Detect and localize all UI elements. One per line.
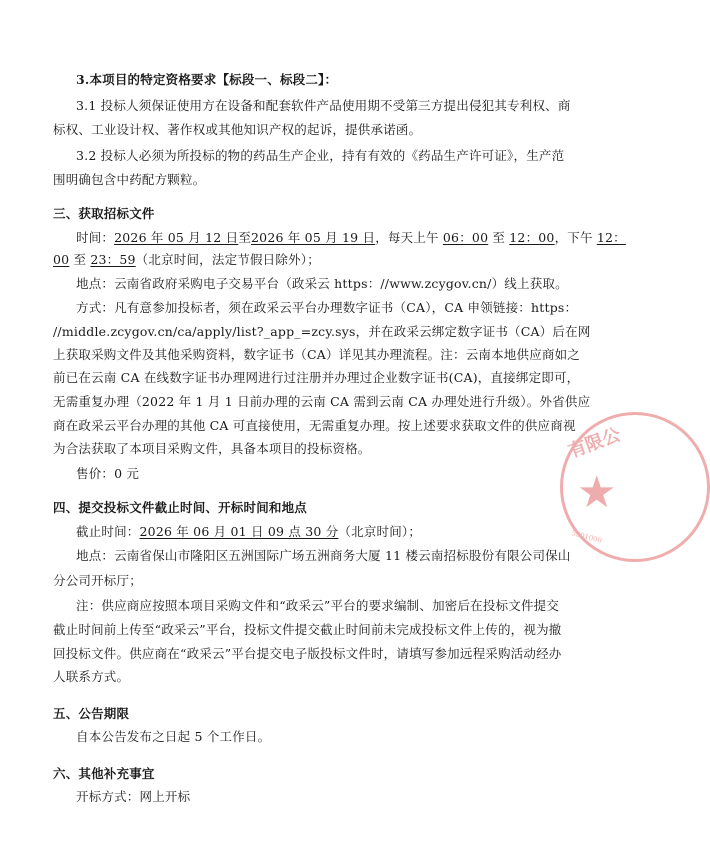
time-note: （北京时间，法定节假日除外）；	[135, 252, 320, 267]
method-line-7: 为合法获取了本项目采购文件，具备本项目的投标资格。	[53, 441, 371, 456]
end-date: 2026 年 05 月 19 日	[251, 230, 376, 245]
deadline-label: 截止时间：	[76, 524, 140, 539]
opening-location-line-1: 地点：云南省保山市隆阳区五洲国际广场五洲商务大厦 11 楼云南招标股份有限公司保山	[76, 548, 571, 563]
time-text-mid: ，每天上午	[375, 230, 443, 245]
method-line-3: 上获取采购文件及其他采购资料，数字证书（CA）详见其办理流程。注：云南本地供应商如之	[53, 347, 580, 362]
afternoon-start-part-1: 12：	[596, 230, 626, 245]
section-heading-other-matters: 六、其他补充事宜	[53, 766, 155, 781]
morning-start: 06：00	[442, 230, 489, 245]
method-line-6: 商在政采云平台办理的其他 CA 可直接使用，无需重复办理。按上述要求获取文件的供应商视	[53, 418, 576, 433]
announcement-period-text: 自本公告发布之日起 5 个工作日。	[76, 729, 271, 744]
method-line-4: 前已在云南 CA 在线数字证书办理网进行过注册并办理过企业数字证书(CA)，直接绑定即可，	[53, 370, 580, 385]
morning-end: 12：00	[509, 230, 555, 245]
paragraph-3-1-line-1: 3.1 投标人须保证使用方在设备和配套软件产品使用期不受第三方提出侵犯其专利权、商	[76, 98, 571, 113]
method-line-5: 无需重复办理（2022 年 1 月 1 日前办理的云南 CA 需到云南 CA 办理处进行升级）。外省供应	[53, 394, 591, 409]
deadline-value: 2026 年 06 月 01 日 09 点 30 分	[139, 524, 339, 539]
paragraph-3-1-line-2: 标权、工业设计权、著作权或其他知识产权的起诉，提供承诺函。	[53, 122, 422, 137]
afternoon-label: ，下午	[554, 230, 597, 245]
method-line-2: //middle.zcygov.cn/ca/apply/list?_app_=zcy.sys，并在政采云绑定数字证书（CA）后在网	[53, 324, 591, 339]
document-price: 售价：0 元	[76, 466, 140, 481]
afternoon-end: 23：59	[90, 252, 136, 267]
time-line-2	[53, 252, 320, 268]
opening-location-line-2: 分公司开标厅；	[53, 573, 142, 588]
company-seal-stamp	[560, 412, 710, 562]
method-line-1: 方式：凡有意参加投标者，须在政采云平台办理数字证书（CA），CA 申领链接：https：	[76, 300, 578, 315]
start-date: 2026 年 05 月 12 日	[114, 230, 239, 245]
time-line-1	[76, 230, 626, 246]
opening-method: 开标方式：网上开标	[76, 789, 191, 804]
deadline-line	[76, 524, 421, 540]
time-separator: 至	[238, 230, 252, 245]
morning-separator: 至	[488, 230, 510, 245]
stamp-text: 有限公	[565, 424, 624, 463]
section-heading-announcement-period: 五、公告期限	[53, 706, 130, 721]
star-icon: ★	[577, 467, 617, 518]
note-line-4: 人联系方式。	[53, 669, 130, 684]
afternoon-separator: 至	[69, 252, 91, 267]
note-line-1: 注：供应商应按照本项目采购文件和“政采云”平台的要求编制、加密后在投标文件提交	[76, 598, 560, 613]
section-3-heading: 3.本项目的特定资格要求【标段一、标段二】：	[76, 72, 338, 87]
obtain-location: 地点：云南省政府采购电子交易平台（政采云 https：//www.zcygov.cn/）线上获取。	[76, 276, 568, 291]
note-line-2: 截止时间前上传至“政采云”平台，投标文件提交截止时间前未完成投标文件上传的，视为撤	[53, 622, 562, 637]
paragraph-3-2-line-2: 围明确包含中药配方颗粒。	[53, 172, 206, 187]
note-line-3: 回投标文件。供应商在“政采云”平台提交电子版投标文件时，请填写参加远程采购活动经办	[53, 646, 562, 661]
deadline-note: （北京时间）；	[338, 524, 422, 539]
section-heading-deadline: 四、提交投标文件截止时间、开标时间和地点	[53, 500, 308, 515]
afternoon-start-part-2: 00	[53, 252, 70, 267]
paragraph-3-2-line-1: 3.2 投标人必须为所投标的物的药品生产企业，持有有效的《药品生产许可证》，生产范	[76, 148, 565, 163]
section-heading-obtain-documents: 三、获取招标文件	[53, 206, 155, 221]
stamp-code: 5301000	[570, 529, 603, 545]
time-label: 时间：	[76, 230, 115, 245]
